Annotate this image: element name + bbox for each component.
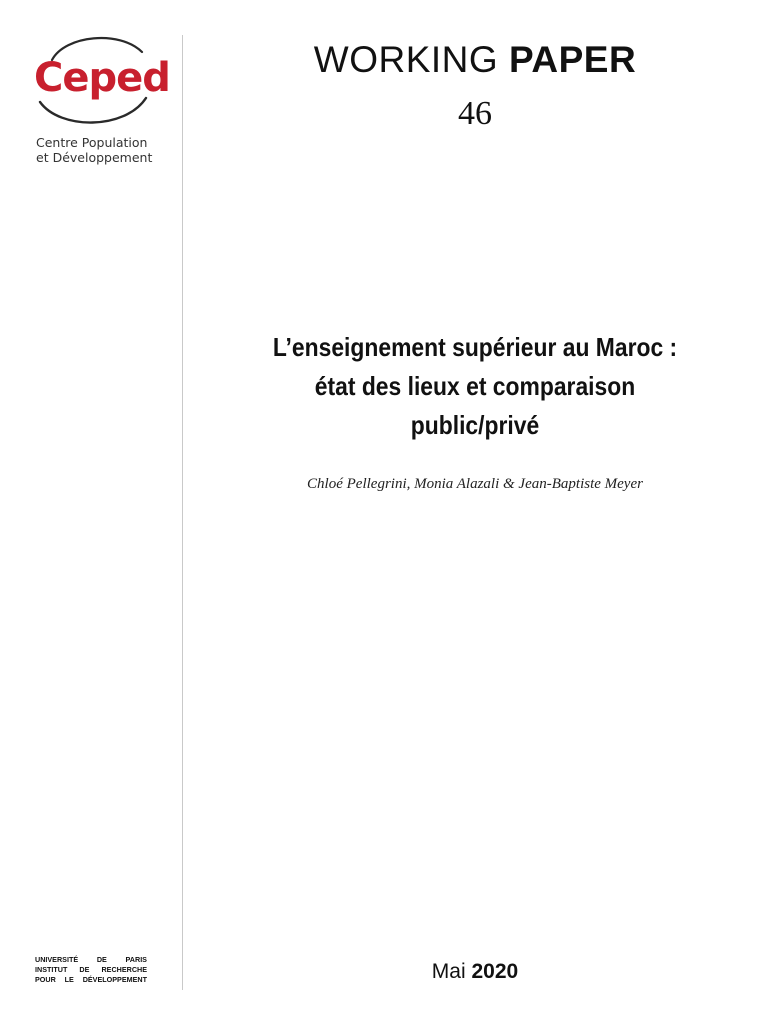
univ-word: RECHERCHE: [101, 965, 147, 974]
univ-word: UNIVERSITÉ: [35, 955, 79, 964]
organization-line-2: et Développement: [36, 150, 153, 165]
univ-word: INSTITUT: [35, 965, 68, 974]
univ-word: LE: [64, 975, 74, 984]
series-paper: PAPER: [508, 39, 637, 80]
document-title: [200, 328, 750, 445]
series-working: WORKING: [313, 39, 499, 80]
authors: Chloé Pellegrini, Monia Alazali & Jean-Baptiste Meyer: [307, 476, 643, 492]
vertical-divider: [182, 35, 183, 990]
ceped-logo: [30, 30, 170, 130]
date-year: 2020: [471, 960, 519, 983]
organization-line-1: Centre Population: [36, 135, 148, 150]
university-logo: [35, 955, 147, 985]
title-line-2: état des lieux et comparaison: [314, 371, 636, 401]
university-line-2: [35, 965, 147, 975]
univ-word: DE: [96, 955, 107, 964]
date-month: Mai: [431, 960, 466, 983]
univ-word: DÉVELOPPEMENT: [82, 975, 147, 984]
univ-word: DE: [79, 965, 90, 974]
series-number: 46: [458, 95, 492, 132]
publication-date: [185, 960, 765, 984]
univ-word: PARIS: [125, 955, 147, 964]
organization-name: [36, 135, 161, 165]
university-line-1: [35, 955, 147, 965]
univ-word: POUR: [35, 975, 56, 984]
series-header: [185, 38, 765, 134]
logo-wordmark: Ceped: [34, 55, 170, 101]
title-line-1: L’enseignement supérieur au Maroc :: [272, 332, 678, 362]
title-line-3: public/privé: [410, 410, 540, 440]
university-line-3: [35, 975, 147, 985]
